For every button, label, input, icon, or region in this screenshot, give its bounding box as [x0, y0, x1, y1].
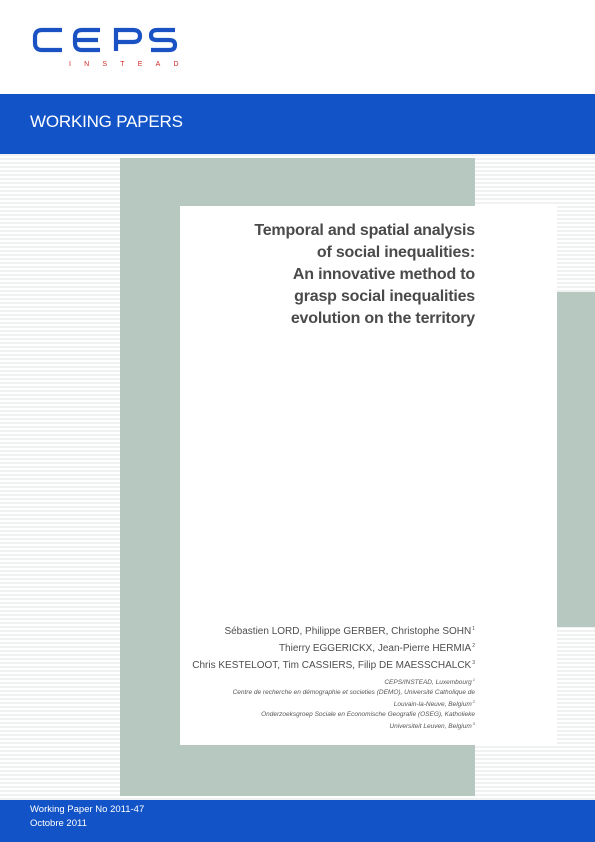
affiliation-mark: 2: [472, 643, 475, 649]
affiliation-text: Centre de recherche en démographie et societies (DEMO), Université Catholique de: [232, 688, 475, 696]
title-line: Temporal and spatial analysis: [254, 222, 475, 239]
affiliation-text: CEPS/INSTEAD, Luxembourg: [384, 679, 472, 686]
affiliation-text: Onderzoeksgroep Sociale en Economische Geografie (OSEG), Katholieke: [261, 710, 475, 718]
affiliation-text: Universiteit Leuven, Belgium: [389, 723, 472, 730]
affiliation-text: Louvain-la-Neuve, Belgium: [393, 701, 472, 708]
author-names: Sébastien LORD, Philippe GERBER, Christophe SOHN: [224, 626, 472, 637]
title-line: An innovative method to: [292, 266, 475, 283]
logo-subtext: INSTEAD: [69, 61, 192, 68]
affiliation-list: [145, 675, 475, 732]
affiliation-line: [145, 688, 475, 698]
affiliation-line: [145, 719, 475, 732]
ceps-instead-logo: [32, 26, 204, 70]
author-line: [155, 656, 475, 673]
affiliation-line: [145, 710, 475, 720]
working-papers-banner: [0, 94, 595, 154]
author-line: [155, 622, 475, 639]
title-line: evolution on the territory: [290, 310, 475, 327]
author-list: [155, 622, 475, 673]
affiliation-mark: 2: [472, 699, 475, 704]
logo-graphic: [32, 26, 204, 70]
affiliation-mark: 3: [472, 721, 475, 726]
paper-title: [175, 220, 475, 330]
working-paper-number: Working Paper No 2011-47: [30, 804, 145, 815]
publication-date: Octobre 2011: [30, 818, 87, 829]
title-line: grasp social inequalities: [294, 288, 475, 305]
affiliation-mark: 1: [472, 626, 475, 632]
title-card: [180, 206, 557, 745]
footer-banner: [0, 800, 595, 842]
section-title: WORKING PAPERS: [30, 112, 183, 131]
author-names: Thierry EGGERICKX, Jean-Pierre HERMIA: [278, 643, 472, 654]
affiliation-line: [145, 697, 475, 710]
author-line: [155, 639, 475, 656]
affiliation-mark: 3: [472, 660, 475, 666]
title-line: of social inequalities:: [316, 244, 475, 261]
author-names: Chris KESTELOOT, Tim CASSIERS, Filip DE MAESSCHALCK: [192, 660, 472, 671]
affiliation-mark: 1: [472, 677, 475, 682]
affiliation-line: [145, 675, 475, 688]
